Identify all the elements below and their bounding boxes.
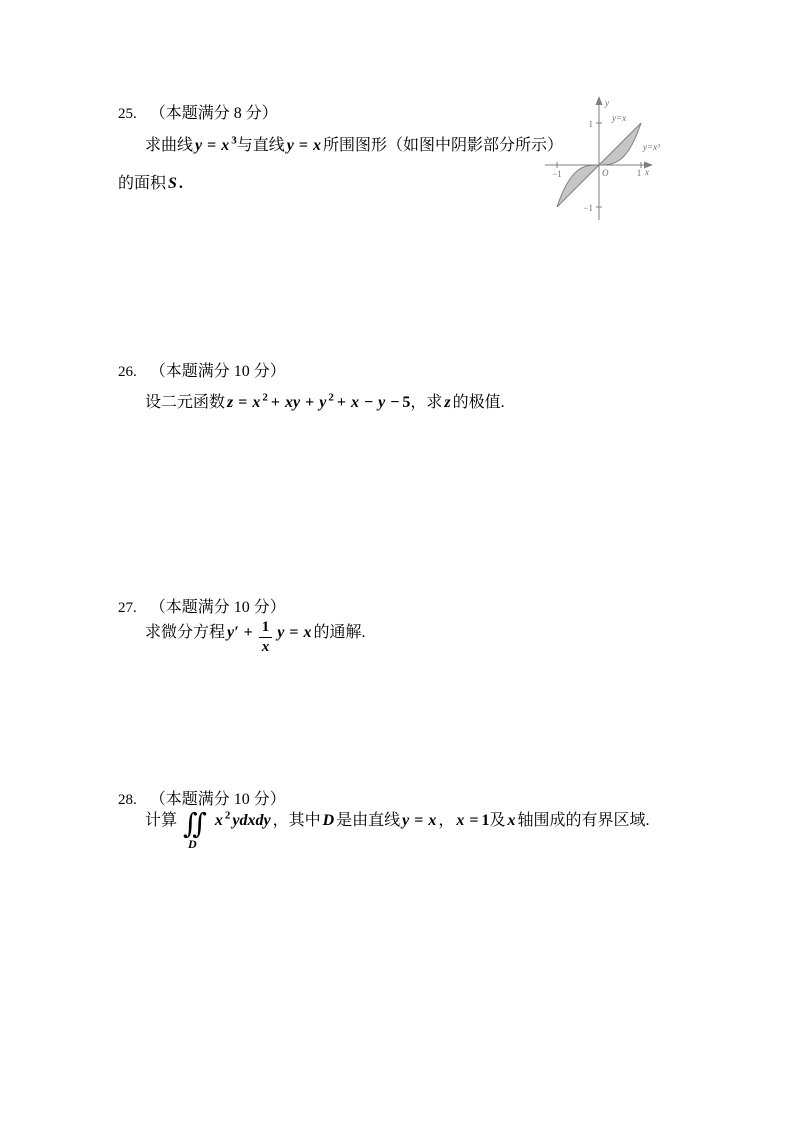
curve-label: y=x³ bbox=[643, 142, 660, 152]
math-operator: = bbox=[207, 137, 217, 154]
question-number: 28. bbox=[118, 792, 137, 808]
math-operator: = bbox=[298, 137, 308, 154]
question-25-line-2 bbox=[118, 173, 183, 195]
math-operator: = bbox=[414, 812, 424, 829]
superscript: 2 bbox=[328, 391, 334, 404]
math-var: x bbox=[252, 394, 261, 411]
question-number: 26. bbox=[118, 364, 137, 380]
math-var: x bbox=[221, 137, 230, 154]
math-operator: = bbox=[238, 394, 248, 411]
question-points: （本题满分 10 分） bbox=[149, 363, 286, 380]
math-operator: + bbox=[305, 394, 315, 411]
text-run: 及 bbox=[489, 812, 506, 829]
text-run: 求曲线 bbox=[145, 137, 194, 154]
integral-glyph: ∬ bbox=[183, 809, 207, 840]
fraction-denominator: x bbox=[261, 639, 270, 655]
math-operator: + bbox=[336, 394, 346, 411]
math-var: y bbox=[286, 137, 294, 154]
x-axis-label: x bbox=[645, 167, 649, 177]
math-var: S bbox=[168, 175, 177, 192]
math-operator: + bbox=[243, 624, 253, 641]
math-number: 1 bbox=[481, 812, 490, 829]
text-run: 的极值. bbox=[452, 394, 505, 411]
math-var: y bbox=[378, 394, 386, 411]
question-25-line-1 bbox=[145, 135, 563, 157]
math-var: z bbox=[444, 394, 451, 411]
question-number: 25. bbox=[118, 106, 137, 122]
math-operator: + bbox=[270, 394, 280, 411]
y-axis-arrow-icon bbox=[596, 96, 603, 105]
math-var: x bbox=[350, 394, 359, 411]
math-operator: − bbox=[390, 394, 400, 411]
math-operator: = bbox=[289, 624, 299, 641]
y-axis-label: y bbox=[605, 98, 609, 108]
fraction-numerator: 1 bbox=[259, 620, 273, 638]
math-var: z bbox=[227, 394, 234, 411]
text-run: 所围图形（如图中阴影部分所示） bbox=[323, 137, 564, 154]
math-var: y bbox=[195, 137, 203, 154]
math-operator: − bbox=[363, 394, 374, 411]
math-var: ydxdy bbox=[232, 812, 271, 829]
figure-graph bbox=[543, 94, 671, 226]
question-points: （本题满分 10 分） bbox=[149, 599, 286, 616]
math-operator: = bbox=[469, 812, 479, 829]
math-var: x bbox=[303, 624, 312, 641]
math-var: y bbox=[402, 812, 410, 829]
math-var: x bbox=[507, 812, 516, 829]
line-label: y=x bbox=[612, 113, 627, 123]
tick-label-y-neg1: −1 bbox=[583, 203, 593, 213]
text-run: 计算 bbox=[145, 812, 178, 829]
text-run: 与直线 bbox=[236, 137, 285, 154]
text-run: ，其中 bbox=[272, 812, 321, 829]
math-var: y bbox=[319, 394, 327, 411]
double-integral-symbol bbox=[183, 809, 207, 851]
question-28-header bbox=[118, 790, 286, 810]
tick-label-y-1: 1 bbox=[588, 119, 593, 129]
fraction bbox=[259, 620, 273, 655]
superscript: 3 bbox=[231, 134, 237, 147]
math-var: x bbox=[456, 812, 465, 829]
math-number: 5 bbox=[402, 394, 411, 411]
math-var: x bbox=[313, 137, 321, 154]
text-run: 是由直线 bbox=[336, 812, 401, 829]
text-run: 的面积 bbox=[118, 175, 167, 192]
question-25-header bbox=[118, 104, 278, 124]
integral-domain-subscript: D bbox=[188, 837, 197, 851]
text-run: ， bbox=[438, 812, 455, 829]
origin-label: O bbox=[602, 168, 609, 178]
math-var: D bbox=[322, 812, 335, 829]
question-27-header bbox=[118, 598, 286, 618]
text-run: 求微分方程 bbox=[145, 624, 226, 641]
math-var: xy bbox=[285, 394, 301, 411]
text-run: 设二元函数 bbox=[145, 394, 226, 411]
text-run: ，求 bbox=[410, 394, 443, 411]
superscript: 2 bbox=[224, 809, 231, 822]
text-run: 的通解. bbox=[313, 624, 366, 641]
text-run: 轴围成的有界区域. bbox=[517, 812, 650, 829]
math-var: y′ bbox=[227, 624, 239, 641]
tick-label-x-1: 1 bbox=[636, 168, 642, 178]
question-27-line-1 bbox=[145, 620, 366, 655]
question-number: 27. bbox=[118, 600, 137, 616]
question-points: （本题满分 10 分） bbox=[149, 791, 286, 808]
superscript: 2 bbox=[262, 391, 268, 404]
text-run: . bbox=[178, 175, 183, 192]
math-var: x bbox=[214, 812, 223, 829]
question-points: （本题满分 8 分） bbox=[149, 105, 278, 122]
question-28-line-1 bbox=[145, 809, 650, 851]
math-var: y bbox=[277, 624, 285, 641]
math-var: x bbox=[428, 812, 437, 829]
question-26-line-1 bbox=[145, 392, 505, 414]
tick-label-x-neg1: −1 bbox=[552, 169, 562, 179]
question-26-header bbox=[118, 362, 286, 382]
